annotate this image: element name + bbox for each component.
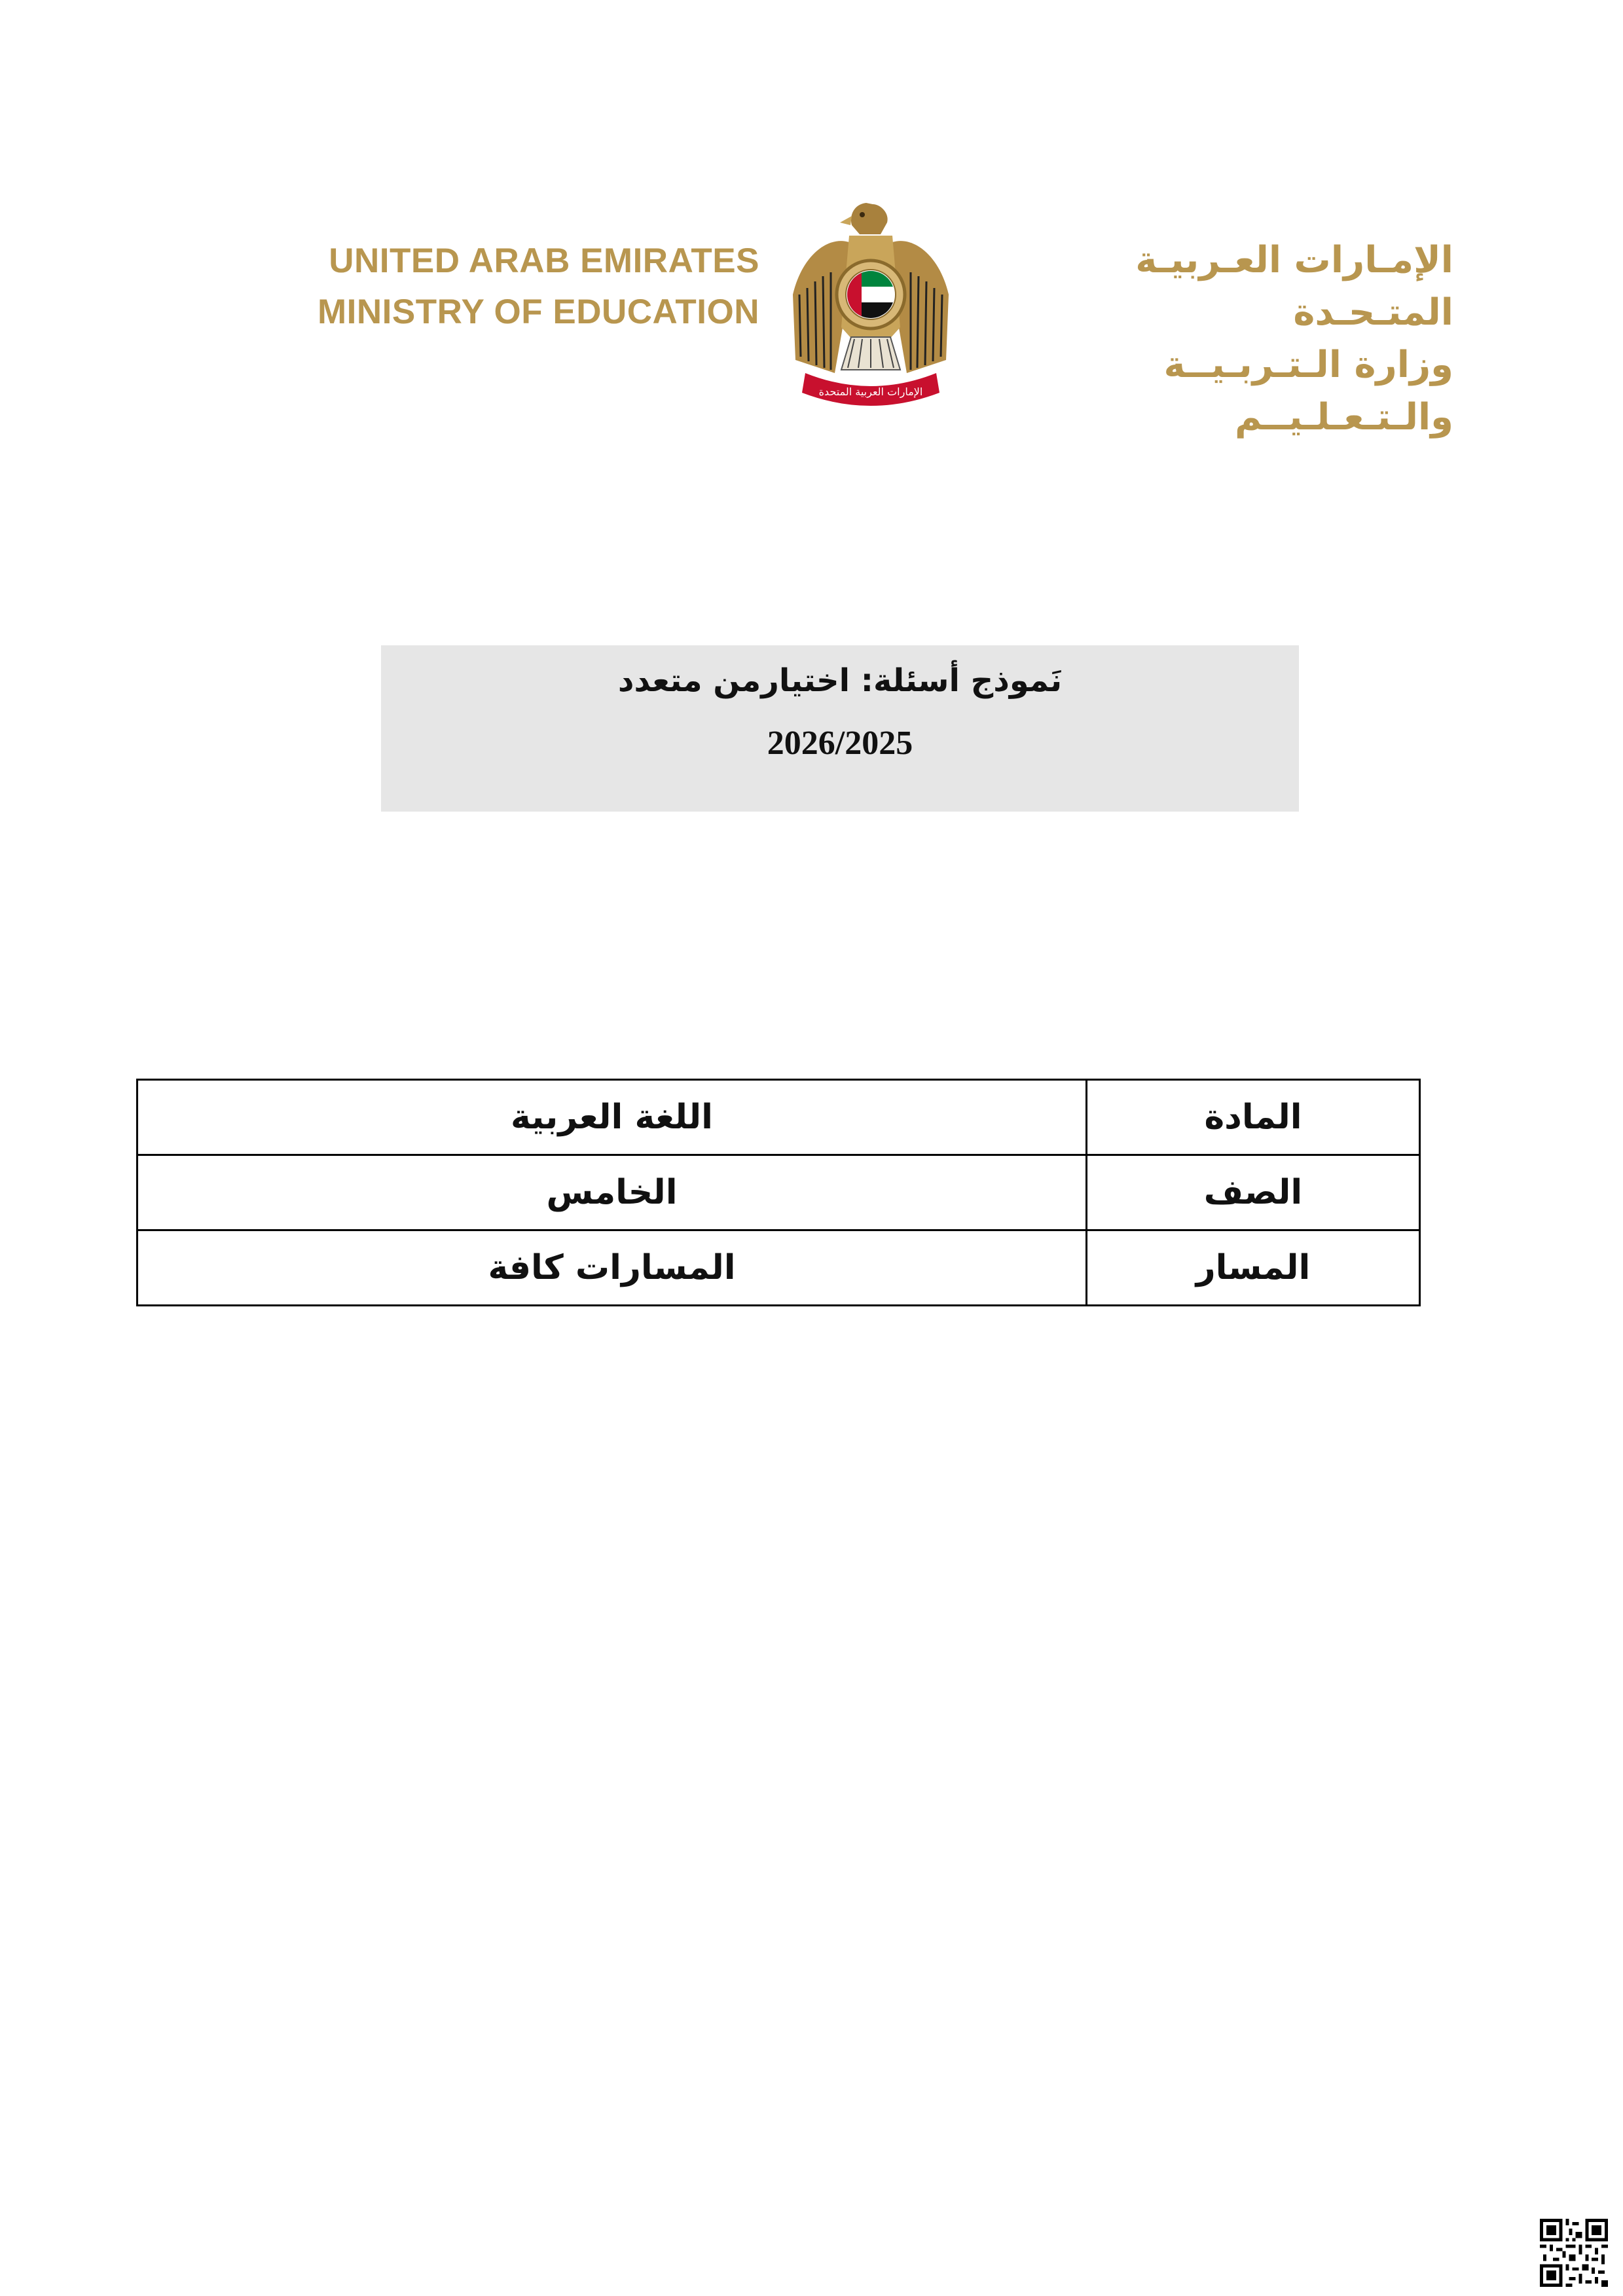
grade-value: الخامس [137, 1155, 1087, 1230]
arabic-line-country: الإمـارات العـربيـة المتـحـدة [1135, 239, 1453, 334]
ministry-header [288, 196, 1453, 439]
qr-code-icon [1540, 2219, 1608, 2287]
exam-title-box [381, 645, 1299, 812]
subject-value: اللغة العربية [137, 1080, 1087, 1155]
table-row-track [137, 1230, 1420, 1306]
uae-emblem-icon [789, 196, 953, 412]
english-ministry-name [288, 236, 759, 338]
english-line-country: UNITED ARAB EMIRATES [329, 242, 759, 280]
subject-label: المادة [1087, 1080, 1420, 1155]
arabic-line-ministry: وزارة الـتـربـيــة والـتـعـلـيــم [1163, 344, 1453, 439]
grade-label: الصف [1087, 1155, 1420, 1230]
table-row-subject [137, 1080, 1420, 1155]
table-row-grade [137, 1155, 1420, 1230]
exam-info-table [136, 1079, 1421, 1306]
exam-title: نَموذج أسئلة: اختيارمن متعدد [617, 662, 1063, 699]
svg-text:الإمارات العربية المتحدة: الإمارات العربية المتحدة [818, 386, 923, 398]
track-label: المسار [1087, 1230, 1420, 1306]
arabic-ministry-name [989, 234, 1453, 444]
academic-year: 2026/2025 [767, 725, 913, 762]
track-value: المسارات كافة [137, 1230, 1087, 1306]
english-line-ministry: MINISTRY OF EDUCATION [318, 293, 759, 331]
